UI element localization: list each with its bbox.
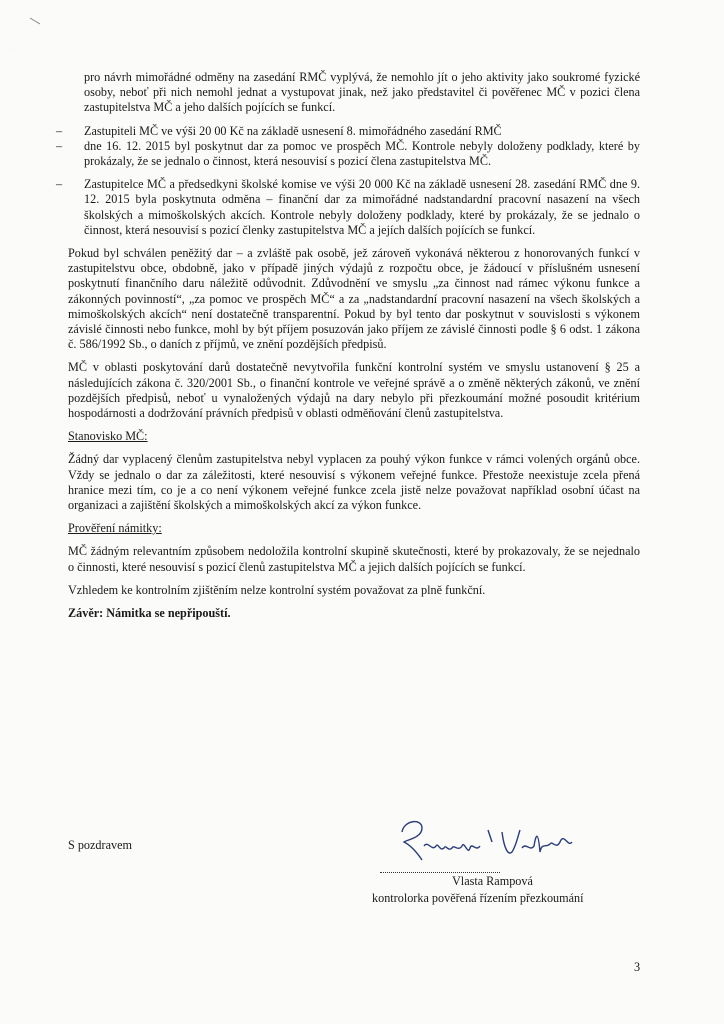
intro-paragraph: pro návrh mimořádné odměny na zasedání RMČ vyplývá, že nemohlo jít o jeho aktivity jako soukromé fyzické osoby, neboť při nich nemohl jednat a vystupovat jinak, než jako představitel či pověřenec MČ v pozici člena zastupitelstva MČ a jeho dalších pojících se funkcí. xyxy=(84,70,640,115)
document-body xyxy=(56,70,640,621)
list-item-text: Zastupiteli MČ ve výši 20 00 Kč na základě usnesení 8. mimořádného zasedání RMČ xyxy=(84,123,502,138)
stanovisko-text: Žádný dar vyplacený členům zastupitelstva nebyl vyplacen za pouhý výkon funkce v rámci volených orgánů obce. Vždy se jednalo o dar za záležitosti, které nesouvisí s výkonem veřejné funkce. Přestože neexistuje zcela přená hranice mezi tím, co je a co není výkonem veřejné funkce zcela jistě nelze považovat například osobní účast na organizaci a zajištění školských a mimoškolských akcí za výkon funkce. xyxy=(68,452,640,513)
provereni-text: MČ žádným relevantním způsobem nedoložila kontrolní skupině skutečnosti, které by prokazovaly, že se nejednalo o činnosti, které nesouvisí s pozicí členů zastupitelstva MČ a jejich dalších pojících se funkcí. xyxy=(68,544,640,574)
list-item-text: Zastupitelce MČ a předsedkyni školské komise ve výši 20 000 Kč na základě usnesení 28. zasedání RMČ dne 9. 12. 2015 byla poskytnuta odměna – finanční dar za mimořádné nadstandardní pracovní nasazení na všech školských a mimoškolských akcích. Kontrole nebyly doloženy podklady, které by prokázaly, že se jednalo o činnost, která nesouvisí s pozicí členky zastupitelstva MČ a jejích dalších pojících se funkcí. xyxy=(84,177,640,237)
zaver: Závěr: Námitka se nepřipouští. xyxy=(68,606,231,621)
signature-dotted-line xyxy=(380,872,500,873)
paragraph-dar: Pokud byl schválen peněžitý dar – a zvláště pak osobě, jež zároveň vykonává některou z honorovaných funkcí v zastupitelstvu obce, obdobně, jako v případě jiných výdajů z rozpočtu obce, je žádoucí v příslušném usnesení poskytnutí finančního daru náležitě odůvodnit. Zdůvodnění ve smyslu „za činnost nad rámec výkonu funkce a zákonných povinností“, „za pomoc ve prospěch MČ“ a za „nadstandardní pracovní nasazení na všech školských a mimoškolských akcích“ není dostatečně transparentní. Pokud by byl tento dar poskytnut v souvislosti s výkonem závislé činnosti nebo funkce, mohl by být příjem posuzován jako příjem ze závislé činnosti podle § 6 odst. 1 zákona č. 586/1992 Sb., o daních z příjmů, ve znění pozdějších předpisů. xyxy=(68,246,640,352)
list-item-text: dne 16. 12. 2015 byl poskytnut dar za pomoc ve prospěch MČ. Kontrole nebyly doloženy podklady, které by prokázaly, že se jednalo o činnost, která nesouvisí s pozicí člena zastupitelstva MČ. xyxy=(84,138,640,169)
scan-corner-mark xyxy=(0,10,40,50)
provereni-heading: Prověření námitky: xyxy=(68,521,162,536)
paragraph-kontrolni-system: MČ v oblasti poskytování darů dostatečně nevytvořila funkční kontrolní systém ve smyslu ustanovení § 25 a následujících zákona č. 320/2001 Sb., o finanční kontrole ve veřejné správě a o změně některých zákonů, ve znění pozdějších předpisů, neboť u vynaložených výdajů na dary nebylo při přezkoumání možné posoudit kritérium hospodárnosti a dodržování právních předpisů v oblasti odměňování členů zastupitelstva. xyxy=(68,360,640,421)
list-item xyxy=(56,123,640,139)
signer-name: Vlasta Rampová xyxy=(452,874,533,888)
conclusion-paragraph: Vzhledem ke kontrolním zjištěním nelze kontrolní systém považovat za plně funkční. xyxy=(68,582,486,597)
dash-bullet: – xyxy=(56,123,63,138)
signature-block xyxy=(372,812,652,912)
list-item xyxy=(56,177,640,238)
handwritten-signature xyxy=(392,812,592,874)
stanovisko-heading: Stanovisko MČ: xyxy=(68,429,148,444)
page-number: 3 xyxy=(634,960,641,974)
list-item xyxy=(56,138,640,169)
greeting: S pozdravem xyxy=(68,838,132,852)
dash-bullet: – xyxy=(56,138,63,153)
dash-bullet: – xyxy=(56,177,63,192)
signer-role: kontrolorka pověřená řízením přezkoumání xyxy=(372,891,584,905)
list xyxy=(56,123,640,238)
